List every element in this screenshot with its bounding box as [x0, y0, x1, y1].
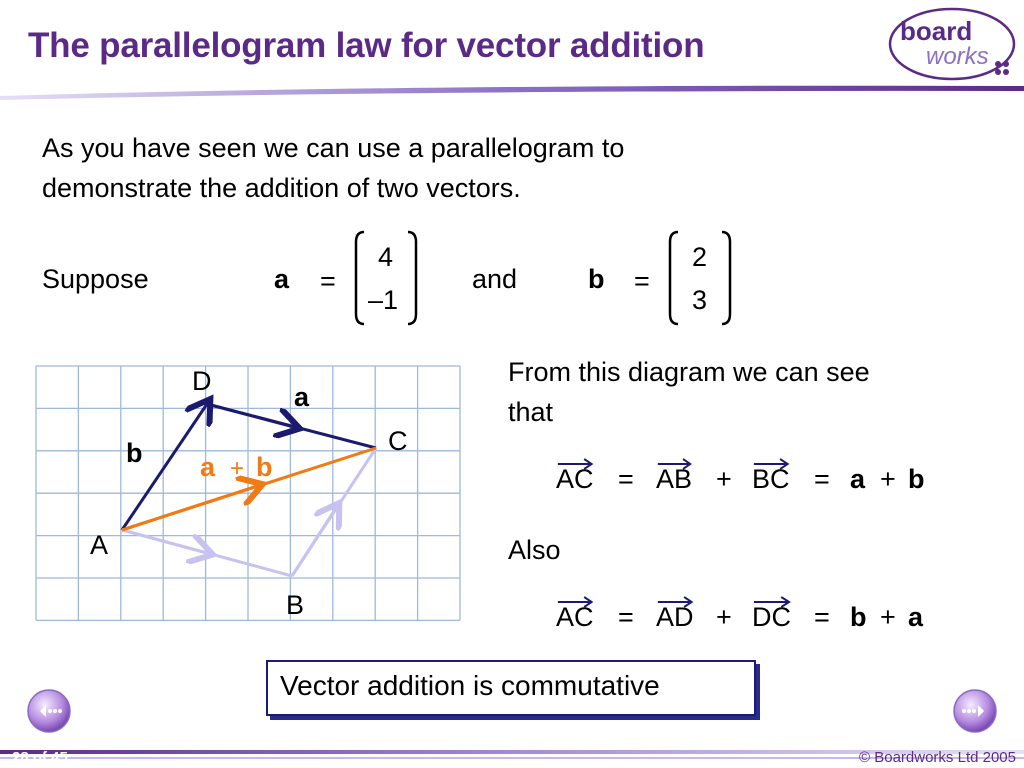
suppose-label: Suppose	[42, 264, 149, 294]
eq1-result-1: a	[850, 464, 866, 494]
eq2-result-1: b	[850, 602, 867, 632]
boardworks-logo	[886, 4, 1018, 84]
explain-line-2: that	[508, 397, 554, 427]
equation-2	[0, 602, 1024, 642]
vector-label-b: b	[126, 438, 143, 468]
eq2-vector-2: AD	[656, 602, 694, 633]
eq1-plus: +	[716, 464, 732, 494]
intro-line-2: demonstrate the addition of two vectors.	[42, 173, 521, 203]
eq2-vector-3: DC	[752, 602, 791, 633]
vector-AB-arrow	[122, 530, 207, 553]
and-label: and	[472, 264, 518, 294]
vector-a-top: 4	[378, 242, 394, 272]
previous-slide-button[interactable]	[26, 688, 72, 734]
point-label-C: C	[388, 426, 408, 456]
equals-sign-b: =	[634, 266, 650, 296]
vector-label-sum-a: a	[200, 452, 216, 482]
eq2-equals: =	[618, 602, 634, 632]
point-label-B: B	[286, 590, 305, 620]
eq2-plus: +	[716, 602, 732, 632]
also-label: Also	[508, 535, 561, 565]
vector-a-bottom: –1	[368, 285, 399, 315]
next-slide-button[interactable]	[952, 688, 998, 734]
eq1-equals: =	[618, 464, 634, 494]
eq1-vector-2: AB	[656, 464, 692, 495]
eq1-vector-3: BC	[752, 464, 790, 495]
vector-b-name: b	[588, 264, 605, 294]
equals-sign-a: =	[320, 266, 336, 296]
point-label-D: D	[192, 366, 212, 396]
slide-counter: 28 of 45	[12, 749, 68, 766]
eq1-result-plus: +	[880, 464, 896, 494]
logo-text-board: board	[900, 16, 973, 46]
vector-b-bottom: 3	[692, 285, 708, 315]
eq1-vector-1: AC	[556, 464, 594, 495]
eq2-equals-2: =	[814, 602, 830, 632]
conclusion-text: Vector addition is commutative	[280, 670, 660, 701]
vector-label-sum-b: b	[256, 452, 273, 482]
eq2-result-plus: +	[880, 602, 896, 632]
title-underline	[0, 82, 1024, 102]
eq1-equals-2: =	[814, 464, 830, 494]
copyright: © Boardworks Ltd 2005	[859, 749, 1016, 766]
page-title: The parallelogram law for vector addition	[28, 26, 705, 65]
eq2-vector-1: AC	[556, 602, 594, 633]
vector-DC-arrow	[207, 404, 294, 427]
intro-line-1: As you have seen we can use a parallelogram to	[42, 133, 625, 163]
vector-BC-arrow	[292, 508, 336, 576]
eq1-result-2: b	[908, 464, 925, 494]
logo-text-works: works	[926, 43, 989, 70]
vector-label-a: a	[294, 382, 310, 412]
vector-b-top: 2	[692, 242, 708, 272]
conclusion-box	[266, 660, 756, 716]
explain-line-1: From this diagram we can see	[508, 357, 870, 387]
vector-a-name: a	[274, 264, 290, 294]
vector-label-sum-plus: +	[230, 455, 245, 482]
eq2-result-2: a	[908, 602, 924, 632]
equation-1	[0, 464, 1024, 504]
point-label-A: A	[90, 530, 109, 560]
